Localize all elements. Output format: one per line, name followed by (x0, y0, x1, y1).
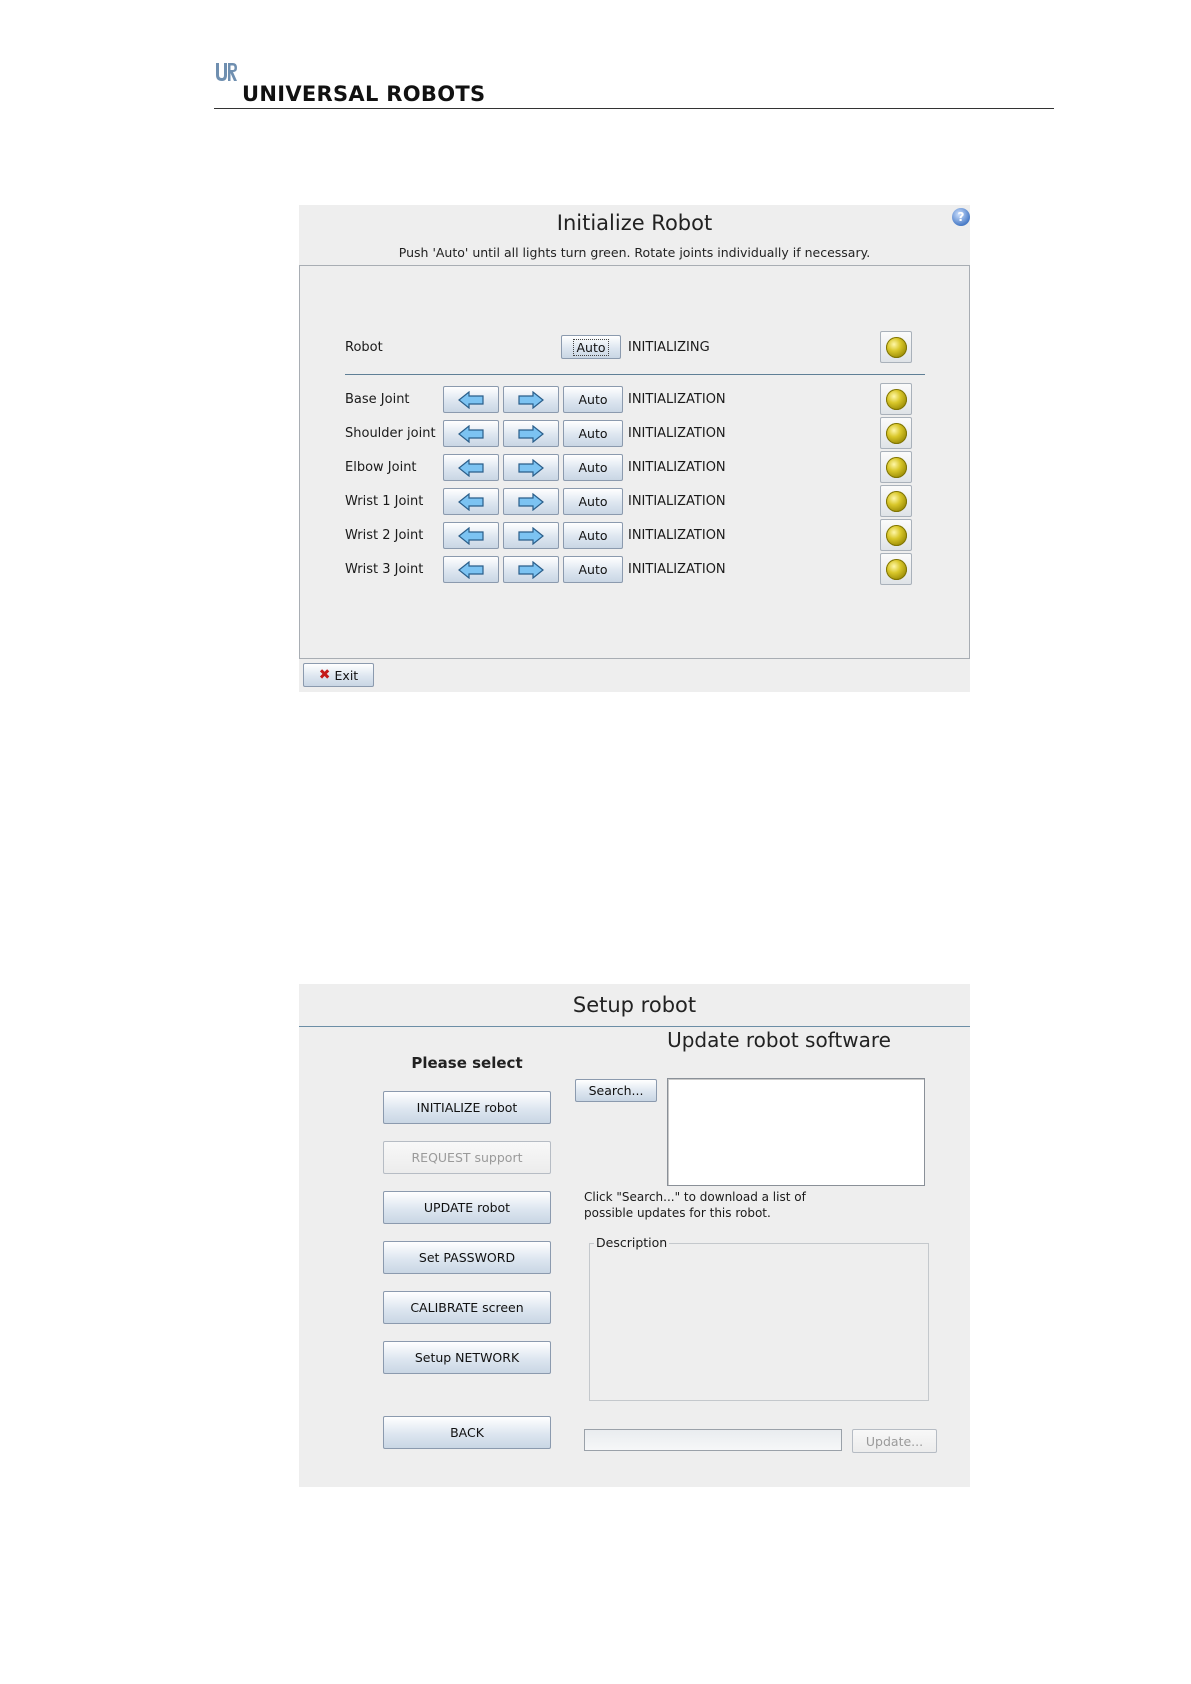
title-divider (299, 1026, 970, 1027)
status-light-icon (886, 389, 907, 410)
hint-line: possible updates for this robot. (584, 1206, 771, 1220)
rotate-left-button[interactable] (443, 556, 499, 583)
robot-label: Robot (345, 340, 383, 355)
joint-auto-button[interactable]: Auto (563, 522, 623, 549)
joint-auto-button[interactable]: Auto (563, 386, 623, 413)
description-group (589, 1235, 929, 1401)
joint-label: Shoulder joint (345, 426, 436, 441)
initialize-robot-button[interactable]: INITIALIZE robot (383, 1091, 551, 1124)
joint-label: Wrist 3 Joint (345, 562, 424, 577)
panel-title: Setup robot (572, 993, 697, 1017)
arrow-right-icon (518, 561, 544, 579)
arrow-left-icon (458, 425, 484, 443)
rotate-right-button[interactable] (503, 556, 559, 583)
status-light-icon (886, 559, 907, 580)
arrow-right-icon (518, 425, 544, 443)
rotate-right-button[interactable] (503, 488, 559, 515)
joint-status-light (880, 451, 912, 483)
joint-status: INITIALIZATION (628, 426, 726, 441)
joint-status-light (880, 417, 912, 449)
help-icon[interactable]: ? (952, 208, 970, 226)
close-icon: ✖ (318, 667, 331, 683)
status-light-icon (886, 457, 907, 478)
robot-auto-button[interactable] (561, 335, 621, 359)
robot-status: INITIALIZING (628, 340, 710, 355)
rotate-right-button[interactable] (503, 522, 559, 549)
status-light-icon (886, 423, 907, 444)
robot-divider (345, 374, 925, 375)
rotate-right-button[interactable] (503, 420, 559, 447)
back-button[interactable]: BACK (383, 1416, 551, 1449)
calibrate-screen-button[interactable]: CALIBRATE screen (383, 1291, 551, 1324)
header-rule (214, 108, 1054, 109)
initialize-robot-panel (299, 205, 970, 692)
joint-status-light (880, 553, 912, 585)
update-progress-bar (584, 1429, 842, 1451)
joint-status: INITIALIZATION (628, 562, 726, 577)
please-select-heading: Please select (411, 1054, 523, 1072)
joint-status-light (880, 519, 912, 551)
status-light-icon (886, 525, 907, 546)
updates-list[interactable] (667, 1078, 925, 1186)
rotate-left-button[interactable] (443, 386, 499, 413)
search-hint (584, 1189, 864, 1221)
rotate-left-button[interactable] (443, 454, 499, 481)
brand-name: UNIVERSAL ROBOTS (242, 82, 486, 106)
arrow-right-icon (518, 493, 544, 511)
joint-label: Base Joint (345, 392, 410, 407)
exit-label: Exit (334, 667, 359, 683)
panel-title: Initialize Robot (556, 211, 713, 235)
joint-label: Wrist 1 Joint (345, 494, 424, 509)
set-password-button[interactable]: Set PASSWORD (383, 1241, 551, 1274)
joint-label: Elbow Joint (345, 460, 417, 475)
arrow-left-icon (458, 493, 484, 511)
hint-line: Click "Search..." to download a list of (584, 1190, 806, 1204)
description-label: Description (596, 1235, 668, 1250)
arrow-right-icon (518, 459, 544, 477)
joint-status: INITIALIZATION (628, 528, 726, 543)
status-light-icon (886, 491, 907, 512)
update-section-title: Update robot software (667, 1028, 891, 1052)
status-light-icon (886, 337, 907, 358)
arrow-left-icon (458, 391, 484, 409)
request-support-button[interactable]: REQUEST support (383, 1141, 551, 1174)
joint-status-light (880, 485, 912, 517)
ur-logo-icon (214, 60, 238, 84)
robot-auto-label: Auto (573, 339, 608, 356)
update-robot-button[interactable]: UPDATE robot (383, 1191, 551, 1224)
joint-auto-button[interactable]: Auto (563, 488, 623, 515)
arrow-left-icon (458, 561, 484, 579)
arrow-left-icon (458, 459, 484, 477)
panel-instructions: Push 'Auto' until all lights turn green. Rotate joints individually if necessary. (398, 245, 871, 260)
rotate-right-button[interactable] (503, 454, 559, 481)
rotate-right-button[interactable] (503, 386, 559, 413)
joint-auto-button[interactable]: Auto (563, 556, 623, 583)
setup-robot-panel (299, 984, 970, 1487)
joint-status: INITIALIZATION (628, 494, 726, 509)
exit-button[interactable] (303, 663, 374, 687)
joints-area (299, 265, 970, 659)
update-button[interactable]: Update... (852, 1429, 937, 1453)
arrow-right-icon (518, 527, 544, 545)
arrow-right-icon (518, 391, 544, 409)
joint-status-light (880, 383, 912, 415)
rotate-left-button[interactable] (443, 522, 499, 549)
arrow-left-icon (458, 527, 484, 545)
setup-network-button[interactable]: Setup NETWORK (383, 1341, 551, 1374)
document-header (214, 60, 1054, 110)
robot-status-light (880, 331, 912, 363)
joint-status: INITIALIZATION (628, 460, 726, 475)
joint-auto-button[interactable]: Auto (563, 420, 623, 447)
joint-label: Wrist 2 Joint (345, 528, 424, 543)
joint-auto-button[interactable]: Auto (563, 454, 623, 481)
rotate-left-button[interactable] (443, 420, 499, 447)
search-button[interactable]: Search... (575, 1079, 657, 1102)
rotate-left-button[interactable] (443, 488, 499, 515)
joint-status: INITIALIZATION (628, 392, 726, 407)
